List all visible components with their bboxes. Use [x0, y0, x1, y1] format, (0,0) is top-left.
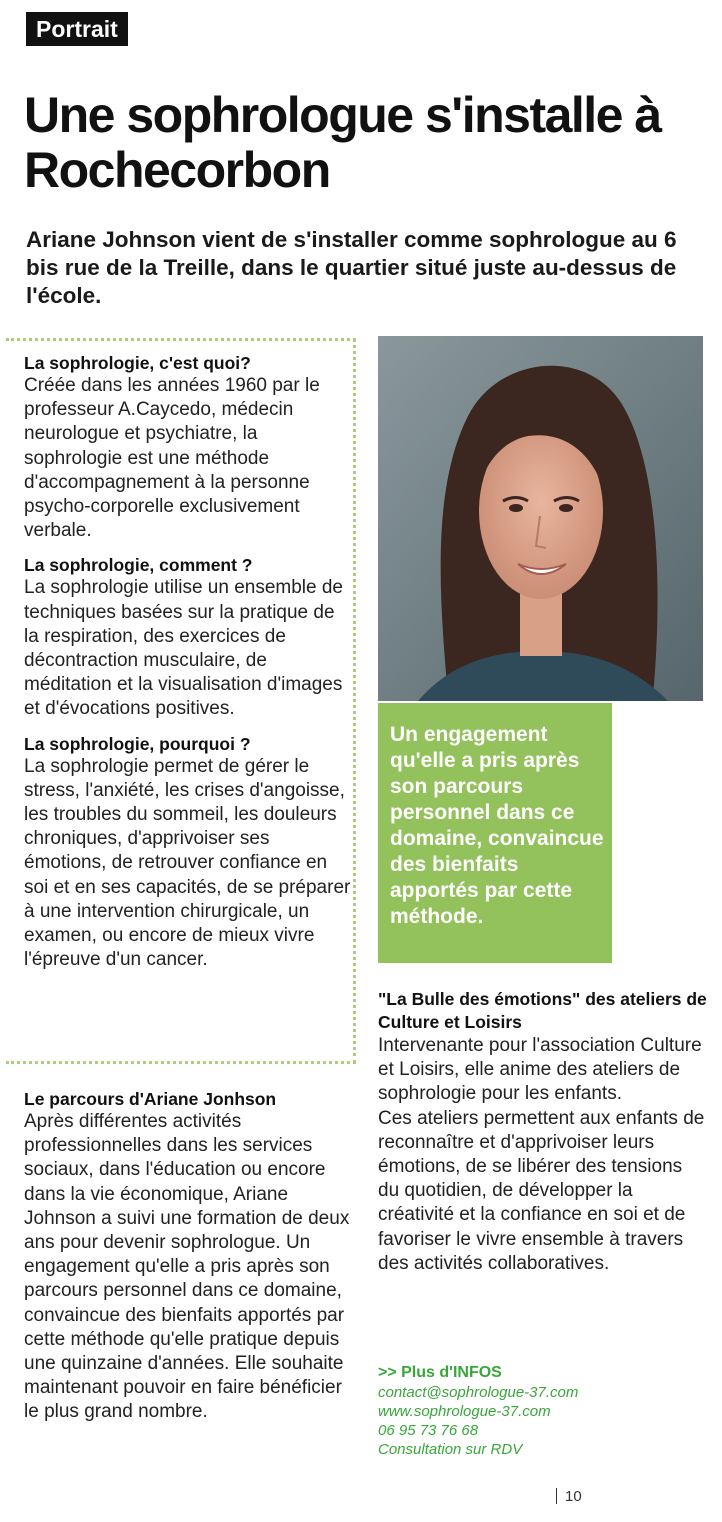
section-heading: La sophrologie, c'est quoi?	[24, 353, 251, 373]
section-heading: "La Bulle des émotions" des ateliers de Culture et Loisirs	[378, 989, 707, 1032]
article-title: Une sophrologue s'installe à Rochecorbon	[24, 87, 661, 198]
section-quoi	[24, 352, 354, 543]
email-link[interactable]: contact@sophrologue-37.com	[378, 1384, 579, 1401]
portrait-illustration	[378, 336, 703, 701]
section-heading: La sophrologie, comment ?	[24, 555, 253, 576]
page-number-value: 10	[565, 1488, 582, 1505]
section-body: La sophrologie permet de gérer le stress, l'anxiété, les crises d'angoisse, les troubles du sommeil, les douleurs chroniques, d'apprivoiser ses émotions, de retrouver confiance en soi et en ses capacités, de se préparer à une intervention chirurgicale, un examen, ou encore de mieux vivre l'épreuve d'un cancer.	[24, 755, 351, 971]
page-divider	[556, 1488, 557, 1504]
info-box	[24, 352, 354, 983]
section-parcours	[24, 1088, 354, 1425]
more-info-heading: >> Plus d'INFOS	[378, 1364, 502, 1381]
section-bulle	[378, 988, 708, 1276]
more-info	[378, 1362, 708, 1459]
section-heading: La sophrologie, pourquoi ?	[24, 733, 251, 754]
section-body: Ces ateliers permettent aux enfants de reconnaître et d'apprivoiser leurs émotions, de se libérer des tensions du quotidien, de développer la créativité et la confiance en soi et de favoriser le vivre ensemble à travers des activités collaboratives.	[378, 1107, 705, 1274]
consultation-note: Consultation sur RDV	[378, 1441, 523, 1458]
phone-number: 06 95 73 76 68	[378, 1422, 479, 1439]
section-body: La sophrologie utilise un ensemble de techniques basées sur la pratique de la respiration, des exercices de décontraction musculaire, de méditation et la visualisation d'images et d'évocations positives.	[24, 577, 343, 720]
section-body: Après différentes activités professionnelles dans les services sociaux, dans l'éducation ou encore dans la vie économique, Ariane Johnson a suivi une formation de deux ans pour devenir sophrologue. Un engagement qu'elle a pris après son parcours personnel dans ce domaine, convaincue des bienfaits apportés par cette méthode qu'elle pratique depuis une quinzaine d'années. Elle souhaite maintenant pouvoir en faire bénéficier le plus grand nombre.	[24, 1111, 350, 1423]
article-lead: Ariane Johnson vient de s'installer comme sophrologue au 6 bis rue de la Treille, dans le quartier situé juste au-dessus de l'école.	[26, 227, 677, 308]
section-body: Créée dans les années 1960 par le professeur A.Caycedo, médecin neurologue et psychiatre, la sophrologie est une méthode d'accompagnement à la personne psycho-corporelle exclusivement verbale.	[24, 375, 320, 542]
section-heading: Le parcours d'Ariane Jonhson	[24, 1089, 277, 1109]
portrait-photo	[378, 336, 703, 701]
section-comment	[24, 554, 354, 721]
page-number	[556, 1488, 582, 1505]
pull-quote: Un engagement qu'elle a pris après son parcours personnel dans ce domaine, convaincue des bienfaits apportés par cette méthode.	[378, 703, 612, 963]
section-pourquoi	[24, 733, 354, 973]
section-body: Intervenante pour l'association Culture et Loisirs, elle anime des ateliers de sophrologie pour les enfants.	[378, 1035, 702, 1105]
website-link[interactable]: www.sophrologue-37.com	[378, 1403, 551, 1420]
section-tag: Portrait	[26, 12, 128, 46]
